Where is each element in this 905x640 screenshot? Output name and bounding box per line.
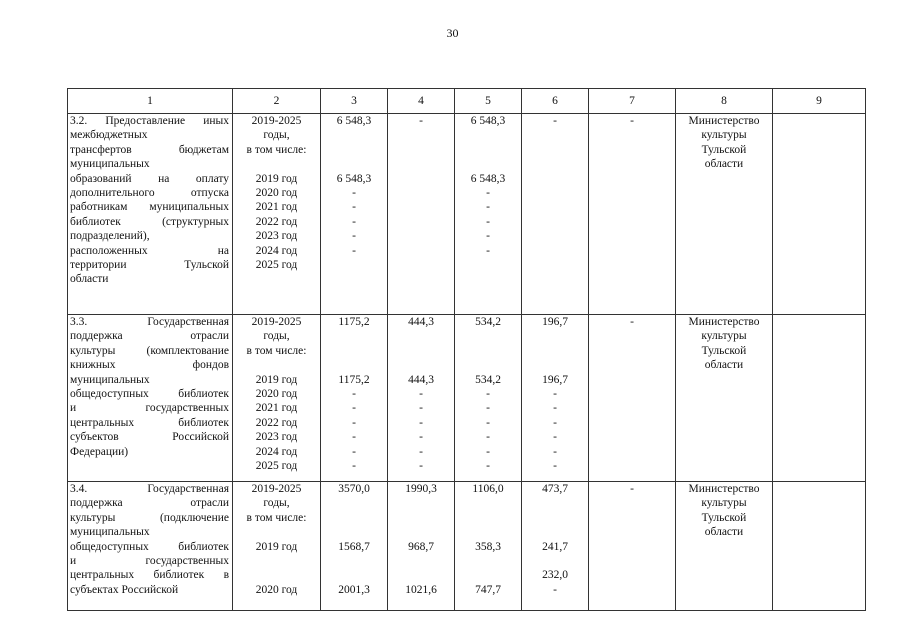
description-line: образований на оплату — [70, 172, 229, 185]
value-line: 1175,2 — [338, 316, 370, 328]
value-line — [458, 344, 518, 358]
period-line: 2025 год — [255, 460, 298, 473]
description-line: 3.3. Государственная — [70, 316, 229, 328]
value-cell-c5 — [455, 114, 522, 315]
value-line: - — [352, 445, 356, 458]
value-line — [324, 143, 384, 157]
description-line: книжных фондов — [70, 359, 229, 372]
column-header-9: 9 — [773, 89, 866, 114]
value-line: 1990,3 — [405, 483, 437, 495]
value-line — [324, 128, 384, 142]
period-line: в том числе: — [246, 143, 307, 156]
period-line: годы, — [263, 129, 290, 142]
period-line: 2023 год — [255, 431, 298, 444]
value-line — [324, 358, 384, 372]
executor-cell — [676, 114, 773, 315]
period-line: 2020 год — [255, 388, 298, 401]
value-line — [525, 511, 585, 525]
value-line — [391, 215, 451, 229]
value-line — [458, 329, 518, 343]
value-line: 3570,0 — [338, 483, 370, 495]
value-line: 6 548,3 — [336, 115, 372, 127]
description-line: трансфертов бюджетам — [70, 143, 229, 156]
period-line: 2021 год — [255, 201, 298, 214]
value-line — [525, 496, 585, 510]
description-line: центральных библиотек — [70, 416, 229, 429]
table-row — [68, 482, 866, 611]
value-line: - — [419, 460, 423, 473]
column-header-1: 1 — [68, 89, 233, 114]
period-line — [236, 568, 317, 582]
description-line: поддержка отрасли — [70, 330, 229, 343]
period-cell — [233, 114, 321, 315]
value-line — [391, 172, 451, 186]
value-cell-c7 — [589, 482, 676, 611]
value-line: - — [352, 187, 356, 200]
description-line: 3.4. Государственная — [70, 483, 229, 495]
value-cell-c5 — [455, 315, 522, 482]
value-line — [525, 258, 585, 272]
description-line: и государственных — [70, 402, 229, 415]
value-line — [391, 143, 451, 157]
column-header-8: 8 — [676, 89, 773, 114]
value-line — [324, 554, 384, 568]
description-line: работникам муниципальных — [70, 201, 229, 214]
value-line — [324, 511, 384, 525]
event-description-cell — [68, 482, 233, 611]
value-line: 444,3 — [408, 316, 434, 328]
value-line — [525, 525, 585, 539]
column-header-4: 4 — [388, 89, 455, 114]
value-cell-c4 — [388, 482, 455, 611]
value-cell-c3 — [321, 114, 388, 315]
description-line: межбюджетных — [70, 129, 148, 142]
value-line: 444,3 — [408, 373, 434, 386]
value-line: 2001,3 — [338, 583, 370, 596]
description-line: общедоступных библиотек — [70, 540, 229, 553]
value-cell-c5 — [455, 482, 522, 611]
value-line — [525, 215, 585, 229]
value-line: - — [352, 201, 356, 214]
value-line: - — [352, 402, 356, 415]
description-line: дополнительного отпуска — [70, 187, 229, 200]
value-line — [324, 525, 384, 539]
value-line: 358,3 — [475, 540, 501, 553]
value-line — [391, 244, 451, 258]
event-description-cell — [68, 114, 233, 315]
value-line: 196,7 — [542, 373, 568, 386]
value-line — [525, 200, 585, 214]
value-line: - — [352, 431, 356, 444]
value-line — [391, 229, 451, 243]
executor-line: Тульской — [701, 344, 747, 357]
value-line: 534,2 — [475, 373, 501, 386]
value-line — [458, 157, 518, 171]
value-line: - — [486, 215, 490, 228]
value-line: - — [553, 402, 557, 415]
period-line: годы, — [263, 330, 290, 343]
period-line: 2019-2025 — [251, 115, 302, 127]
value-cell-c4 — [388, 114, 455, 315]
value-line — [525, 186, 585, 200]
period-line — [236, 358, 317, 372]
period-line: в том числе: — [246, 344, 307, 357]
value-line — [525, 229, 585, 243]
value-line: - — [352, 230, 356, 243]
value-line — [391, 511, 451, 525]
value-line: 1021,6 — [405, 583, 437, 596]
value-line — [525, 157, 585, 171]
description-line: поддержка отрасли — [70, 497, 229, 510]
description-line: общедоступных библиотек — [70, 388, 229, 401]
period-line — [236, 554, 317, 568]
period-line: 2023 год — [255, 230, 298, 243]
description-line: подразделений), — [70, 230, 150, 243]
value-line — [391, 344, 451, 358]
executor-line: Тульской — [701, 511, 747, 524]
value-line: - — [419, 445, 423, 458]
period-line: 2019 год — [255, 540, 298, 553]
value-line: - — [553, 583, 557, 596]
description-line: культуры (подключение — [70, 511, 229, 524]
value-line: 1106,0 — [472, 483, 504, 495]
description-line: и государственных — [70, 555, 229, 568]
description-line: области — [70, 273, 109, 286]
value-line: - — [486, 460, 490, 473]
value-line — [525, 329, 585, 343]
value-line — [391, 496, 451, 510]
value-line: - — [352, 460, 356, 473]
value-line — [458, 554, 518, 568]
value-line: - — [352, 416, 356, 429]
description-line: расположенных на — [70, 244, 229, 257]
description-line: муниципальных — [70, 158, 150, 171]
value-line — [458, 568, 518, 582]
description-line: культуры (комплектование — [70, 344, 229, 357]
value-line: 241,7 — [542, 540, 568, 553]
description-line: центральных библиотек в — [70, 569, 229, 582]
value-line — [391, 554, 451, 568]
value-cell-c6 — [522, 315, 589, 482]
value-line — [458, 496, 518, 510]
value-line: 473,7 — [542, 483, 568, 495]
period-line: 2019 год — [255, 172, 298, 185]
value-line — [458, 358, 518, 372]
value-line: - — [553, 388, 557, 401]
value-line — [391, 358, 451, 372]
value-cell-c4 — [388, 315, 455, 482]
value-line: - — [419, 416, 423, 429]
page-number: 30 — [446, 26, 459, 40]
column-header-3: 3 — [321, 89, 388, 114]
description-line: муниципальных — [70, 373, 150, 386]
value-line — [525, 143, 585, 157]
executor-cell — [676, 315, 773, 482]
value-line: - — [630, 115, 634, 127]
value-line: - — [486, 416, 490, 429]
value-line: - — [553, 460, 557, 473]
value-cell-c3 — [321, 482, 388, 611]
period-line: 2020 год — [255, 187, 298, 200]
value-line: - — [486, 201, 490, 214]
period-line — [236, 525, 317, 539]
executor-line: Министерство — [688, 316, 760, 328]
value-line — [458, 525, 518, 539]
value-line: 968,7 — [408, 540, 434, 553]
description-line: 3.2. Предоставление иных — [70, 115, 229, 127]
executor-cell — [676, 482, 773, 611]
value-line — [324, 157, 384, 171]
result-cell — [773, 114, 866, 315]
value-cell-c7 — [589, 315, 676, 482]
period-cell — [233, 482, 321, 611]
executor-line: культуры — [701, 330, 747, 343]
value-line — [391, 157, 451, 171]
column-header-5: 5 — [455, 89, 522, 114]
period-line: 2019 год — [255, 373, 298, 386]
value-cell-c3 — [321, 315, 388, 482]
value-line: - — [630, 316, 634, 328]
value-line — [324, 568, 384, 582]
value-line — [391, 200, 451, 214]
executor-line: Тульской — [701, 143, 747, 156]
description-line: субъектах Российской — [70, 583, 179, 596]
period-line: 2025 год — [255, 259, 298, 272]
value-line: 6 548,3 — [470, 115, 506, 127]
description-line: муниципальных — [70, 526, 150, 539]
executor-line: области — [704, 359, 744, 372]
value-line: - — [553, 115, 557, 127]
executor-line: культуры — [701, 129, 747, 142]
value-line — [324, 344, 384, 358]
value-line — [458, 143, 518, 157]
column-header-7: 7 — [589, 89, 676, 114]
value-line: - — [486, 402, 490, 415]
value-line: - — [419, 388, 423, 401]
value-line — [458, 128, 518, 142]
value-line: - — [419, 115, 423, 127]
value-line: - — [419, 431, 423, 444]
period-line: 2021 год — [255, 402, 298, 415]
value-line — [391, 186, 451, 200]
value-line: - — [486, 244, 490, 257]
value-line — [324, 329, 384, 343]
value-line: - — [553, 445, 557, 458]
description-line: библиотек (структурных — [70, 215, 229, 228]
value-line — [391, 258, 451, 272]
value-line: - — [486, 445, 490, 458]
period-line: 2022 год — [255, 215, 298, 228]
column-header-6: 6 — [522, 89, 589, 114]
table-row — [68, 315, 866, 482]
value-line: - — [553, 416, 557, 429]
executor-line: области — [704, 526, 744, 539]
description-line: Федерации) — [70, 445, 129, 458]
value-line — [458, 258, 518, 272]
value-line: - — [486, 388, 490, 401]
value-line: - — [352, 215, 356, 228]
value-line — [391, 525, 451, 539]
period-line: 2022 год — [255, 416, 298, 429]
value-line — [391, 329, 451, 343]
executor-line: культуры — [701, 497, 747, 510]
value-line: - — [630, 483, 634, 495]
value-line: - — [486, 431, 490, 444]
value-line: 6 548,3 — [470, 172, 506, 185]
value-cell-c6 — [522, 482, 589, 611]
header-row — [68, 89, 866, 114]
value-line — [525, 344, 585, 358]
period-line: годы, — [263, 497, 290, 510]
description-line: субъектов Российской — [70, 431, 229, 444]
value-line — [324, 496, 384, 510]
period-line: 2020 год — [255, 583, 298, 596]
period-line: 2024 год — [255, 445, 298, 458]
result-cell — [773, 315, 866, 482]
value-line: 1568,7 — [338, 540, 370, 553]
value-cell-c7 — [589, 114, 676, 315]
value-line: - — [419, 402, 423, 415]
value-line: 6 548,3 — [336, 172, 372, 185]
value-cell-c6 — [522, 114, 589, 315]
description-line: территории Тульской — [70, 259, 229, 272]
value-line — [525, 554, 585, 568]
executor-line: области — [704, 158, 744, 171]
executor-line: Министерство — [688, 115, 760, 127]
executor-line: Министерство — [688, 483, 760, 495]
value-line — [391, 128, 451, 142]
value-line: 747,7 — [475, 583, 501, 596]
value-line — [525, 244, 585, 258]
column-header-2: 2 — [233, 89, 321, 114]
value-line — [525, 358, 585, 372]
event-description-cell — [68, 315, 233, 482]
period-line — [236, 157, 317, 171]
value-line: - — [352, 388, 356, 401]
value-line: - — [486, 230, 490, 243]
period-line: 2019-2025 — [251, 316, 302, 328]
value-line — [324, 258, 384, 272]
value-line: - — [352, 244, 356, 257]
period-line: 2024 год — [255, 244, 298, 257]
value-line: - — [553, 431, 557, 444]
value-line: 196,7 — [542, 316, 568, 328]
value-line: - — [486, 187, 490, 200]
value-line: 232,0 — [542, 569, 568, 582]
value-line: 534,2 — [475, 316, 501, 328]
table-row — [68, 114, 866, 315]
result-cell — [773, 482, 866, 611]
value-line — [525, 172, 585, 186]
period-line: 2019-2025 — [251, 483, 302, 495]
period-line: в том числе: — [246, 511, 307, 524]
value-line — [525, 128, 585, 142]
value-line — [391, 568, 451, 582]
period-cell — [233, 315, 321, 482]
value-line — [458, 511, 518, 525]
program-table — [67, 88, 866, 611]
value-line: 1175,2 — [338, 373, 370, 386]
